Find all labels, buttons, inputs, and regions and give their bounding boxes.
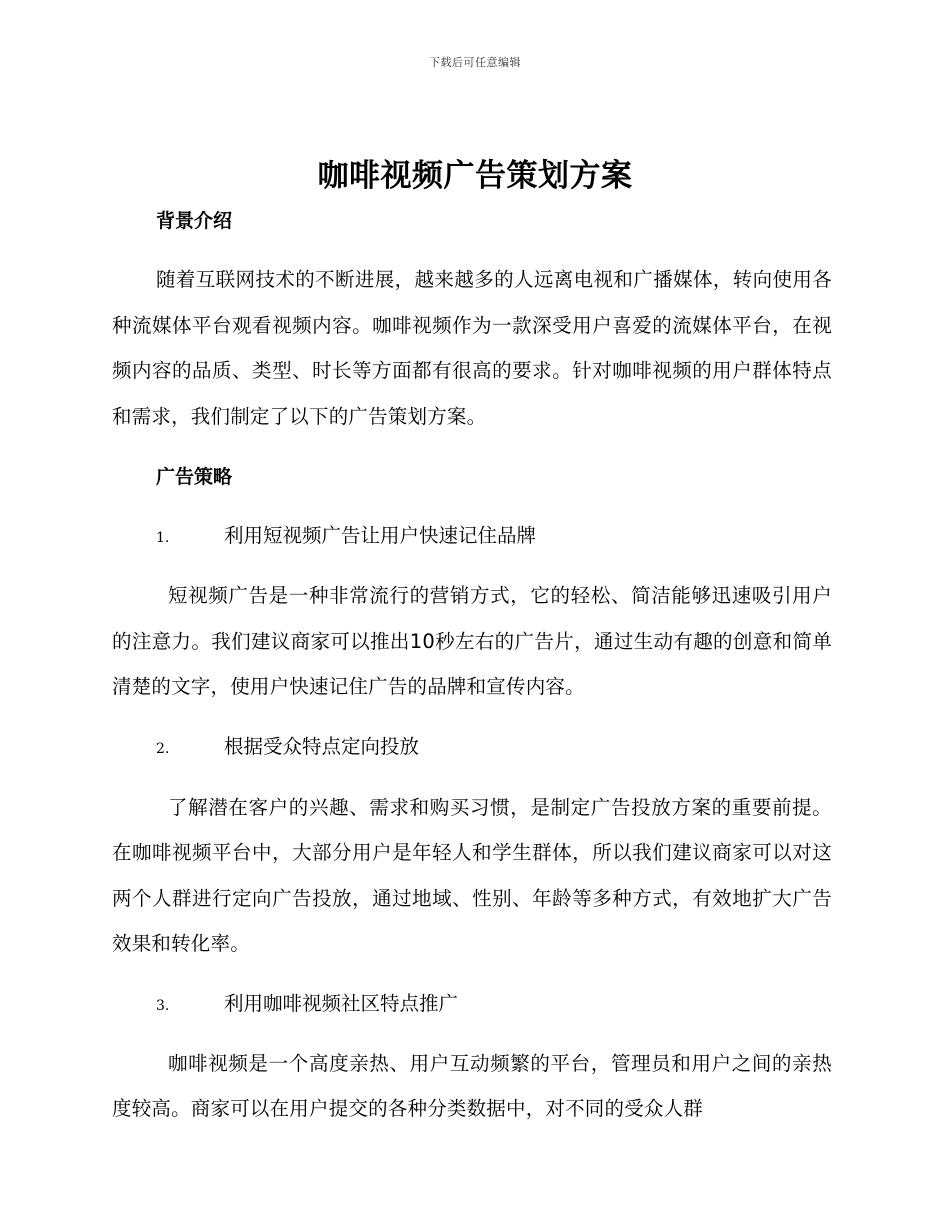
background-paragraph: 随着互联网技术的不断进展，越来越多的人远离电视和广播媒体，转向使用各种流媒体平台观看视频内容。咖啡视频作为一款深受用户喜爱的流媒体平台，在视频内容的品质、类型、时长等方面都有很高的要求。针对咖啡视频的用户群体特点和需求，我们制定了以下的广告策划方案。 bbox=[112, 268, 832, 428]
document-body bbox=[112, 200, 832, 1132]
page-header-note: 下载后可任意编辑 bbox=[429, 56, 521, 69]
list-item-title: 利用短视频广告让用户快速记住品牌 bbox=[224, 524, 537, 547]
strategy-item-1-paragraph: 短视频广告是一种非常流行的营销方式，它的轻松、简洁能够迅速吸引用户的注意力。我们建议商家可以推出10秒左右的广告片，通过生动有趣的创意和简单清楚的文字，使用户快速记住广告的品牌和宣传内容。 bbox=[112, 584, 832, 698]
strategy-item-1 bbox=[156, 521, 832, 553]
section-heading-background: 背景介绍 bbox=[156, 210, 233, 232]
list-item-title: 利用咖啡视频社区特点推广 bbox=[224, 991, 459, 1015]
strategy-item-3 bbox=[156, 989, 832, 1021]
list-number: 2. bbox=[156, 740, 170, 757]
section-heading-strategy: 广告策略 bbox=[156, 466, 233, 488]
document-title: 咖啡视频广告策划方案 bbox=[317, 158, 633, 194]
list-number: 3. bbox=[156, 997, 170, 1014]
strategy-item-2-paragraph: 了解潜在客户的兴趣、需求和购买习惯，是制定广告投放方案的重要前提。在咖啡视频平台中，大部分用户是年轻人和学生群体，所以我们建议商家可以对这两个人群进行定向广告投放，通过地域、性别、年龄等多种方式，有效地扩大广告效果和转化率。 bbox=[112, 795, 832, 955]
list-item-title: 根据受众特点定向投放 bbox=[224, 734, 420, 758]
strategy-item-2 bbox=[156, 732, 832, 764]
list-number: 1. bbox=[156, 530, 170, 546]
strategy-item-3-paragraph: 咖啡视频是一个高度亲热、用户互动频繁的平台，管理员和用户之间的亲热度较高。商家可以在用户提交的各种分类数据中，对不同的受众人群 bbox=[112, 1051, 832, 1120]
